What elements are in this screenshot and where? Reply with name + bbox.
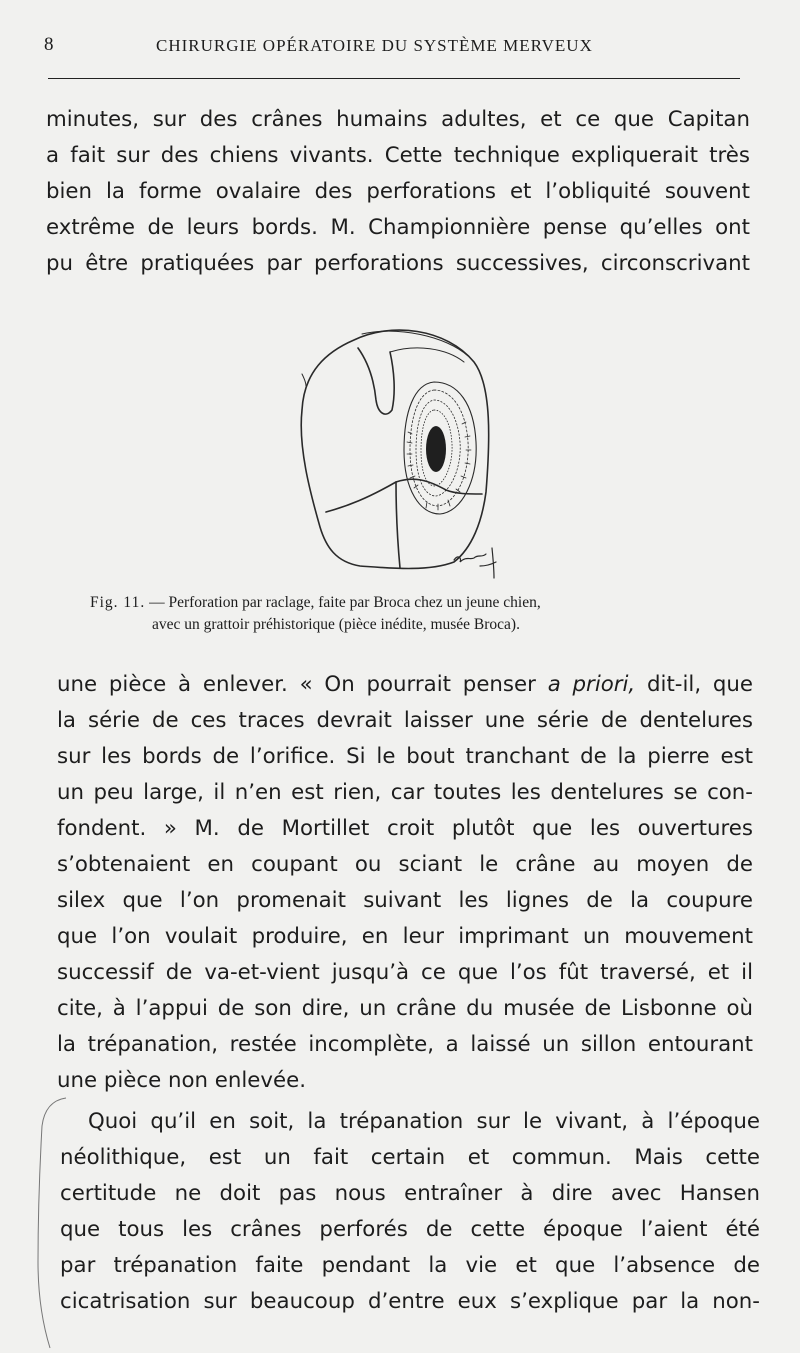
italic-phrase: a priori, — [547, 672, 636, 697]
header-rule — [48, 78, 740, 79]
text-line: que tous les crânes perforés de cette époque l’aient été — [60, 1217, 760, 1242]
text-line: a fait sur des chiens vivants. Cette technique expliquerait très — [46, 143, 750, 168]
text-line: fondent. » M. de Mortillet croit plutôt que les ouvertures — [57, 816, 753, 841]
text-line: la trépanation, restée incomplète, a laissé un sillon entourant — [57, 1032, 753, 1057]
page-number: 8 — [44, 34, 55, 55]
text-line: successif de va-et-vient jusqu’à ce que l’os fût traversé, et il — [57, 960, 753, 985]
text-line: un peu large, il n’en est rien, car toutes les dentelures se con- — [57, 780, 753, 805]
text-line: que l’on voulait produire, en leur imprimant un mouvement — [57, 924, 753, 949]
page-header — [40, 34, 740, 60]
paragraph-1 — [46, 102, 750, 282]
text-line: Quoi qu’il en soit, la trépanation sur le vivant, à l’époque — [88, 1109, 760, 1134]
text-run: une pièce à enlever. « On pourrait penser — [57, 672, 548, 697]
text-line: s’obtenaient en coupant ou sciant le crâne au moyen de — [57, 852, 753, 877]
text-line: bien la forme ovalaire des perforations et l’obliquité souvent — [46, 179, 750, 204]
text-line: sur les bords de l’orifice. Si le bout tranchant de la pierre est — [57, 744, 753, 769]
figure-label: Fig. 11. — [90, 594, 146, 611]
figure-skull-perforation — [296, 322, 506, 584]
text-line: la série de ces traces devrait laisser une série de dentelures — [57, 708, 753, 733]
text-line: cite, à l’appui de son dire, un crâne du musée de Lisbonne où — [57, 996, 753, 1021]
text-line: par trépanation faite pendant la vie et que l’absence de — [60, 1253, 760, 1278]
text-run: dit-il, que — [635, 672, 754, 697]
text-line: pu être pratiquées par perforations successives, circonscrivant — [46, 251, 750, 276]
text-line: extrême de leurs bords. M. Championnière pense qu’elles ont — [46, 215, 750, 240]
text-line: une pièce non enlevée. — [57, 1068, 306, 1093]
caption-line-2: avec un grattoir préhistorique (pièce inédite, musée Broca). — [152, 616, 520, 633]
running-title: CHIRURGIE OPÉRATOIRE DU SYSTÈME MERVEUX — [156, 36, 593, 55]
text-line: silex que l’on promenait suivant les lignes de la coupure — [57, 888, 753, 913]
skull-fragment-drawing — [296, 322, 506, 584]
text-line — [57, 667, 753, 703]
text-line: certitude ne doit pas nous entraîner à dire avec Hansen — [60, 1181, 760, 1206]
figure-caption — [90, 592, 730, 636]
paragraph-3 — [60, 1104, 760, 1320]
text-line: cicatrisation sur beaucoup d’entre eux s’explique par la non- — [60, 1289, 760, 1314]
text-line: minutes, sur des crânes humains adultes, et ce que Capitan — [46, 107, 750, 132]
text-line: néolithique, est un fait certain et commun. Mais cette — [60, 1145, 760, 1170]
caption-text-1: — Perforation par raclage, faite par Broca chez un jeune chien, — [145, 594, 541, 611]
paragraph-2 — [57, 667, 753, 1099]
caption-line-1 — [90, 592, 730, 614]
